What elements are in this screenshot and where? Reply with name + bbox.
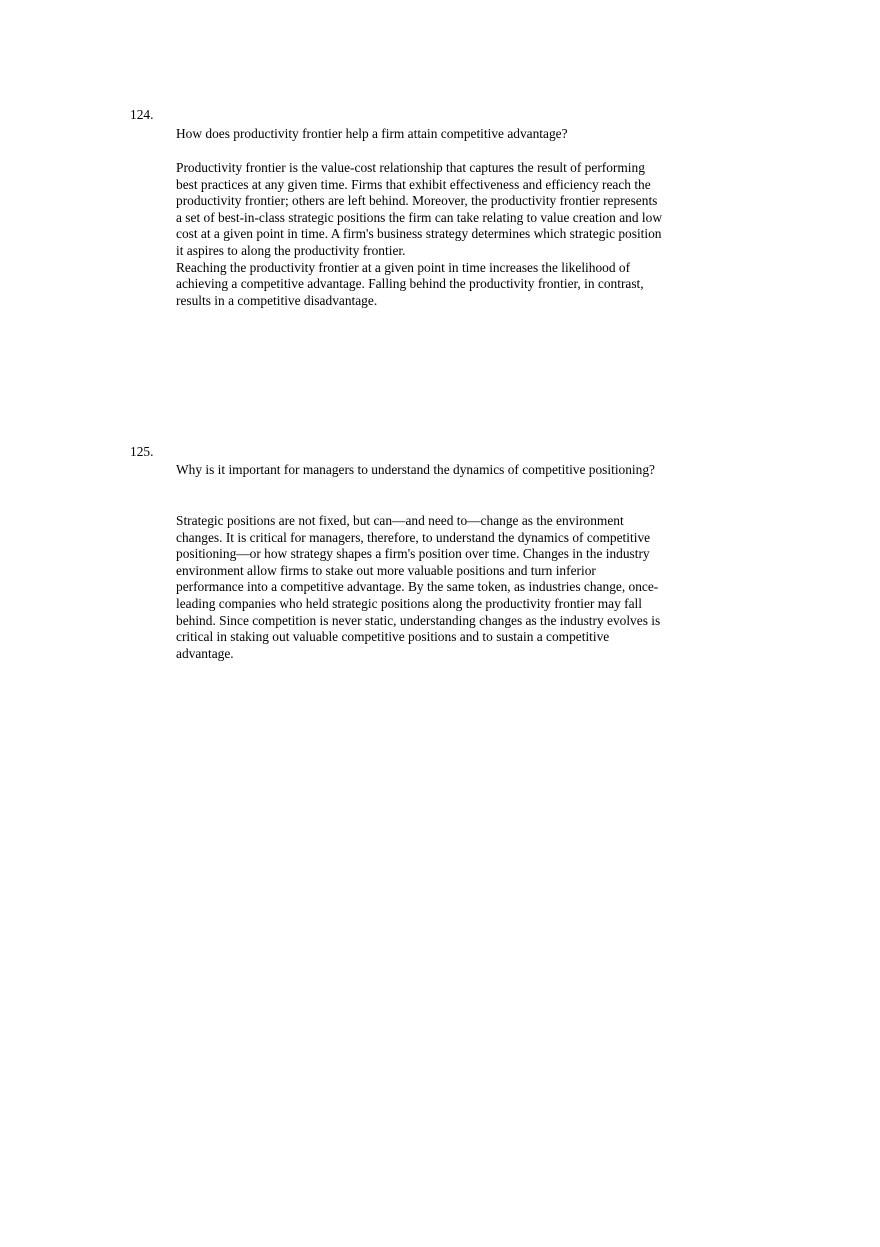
answer-paragraph: Reaching the productivity frontier at a given point in time increases the likelihood of achieving a competitive advantage. Falling behind the productivity frontier, in contrast, results in a competitive disadvantage. [176, 259, 644, 308]
question-text: How does productivity frontier help a firm attain competitive advantage? [176, 126, 568, 141]
question-number: 125. [130, 444, 154, 459]
answer-paragraph: Productivity frontier is the value-cost relationship that captures the result of performing best practices at any given time. Firms that exhibit effectiveness and efficiency reach the productivity frontier; others are left behind. Moreover, the productivity frontier represents a set of best-in-class strategic positions the firm can take relating to value creation and low cost at a given point in time. A firm's business strategy determines which strategic position it aspires to along the productivity frontier. [176, 160, 662, 258]
answer-text [176, 513, 666, 662]
question-number: 124. [130, 107, 154, 122]
answer-paragraph: Strategic positions are not fixed, but can—and need to—change as the environment changes. It is critical for managers, therefore, to understand the dynamics of competitive positioning—or how strategy shapes a firm's position over time. Changes in the industry environment allow firms to stake out more valuable positions and turn inferior performance into a competitive advantage. By the same token, as industries change, once-leading companies who held strategic positions along the productivity frontier may fall behind. Since competition is never static, understanding changes as the industry evolves is critical in staking out valuable competitive positions and to sustain a competitive advantage. [176, 513, 661, 661]
question-text: Why is it important for managers to understand the dynamics of competitive positioning? [176, 462, 655, 477]
answer-text [176, 160, 666, 309]
